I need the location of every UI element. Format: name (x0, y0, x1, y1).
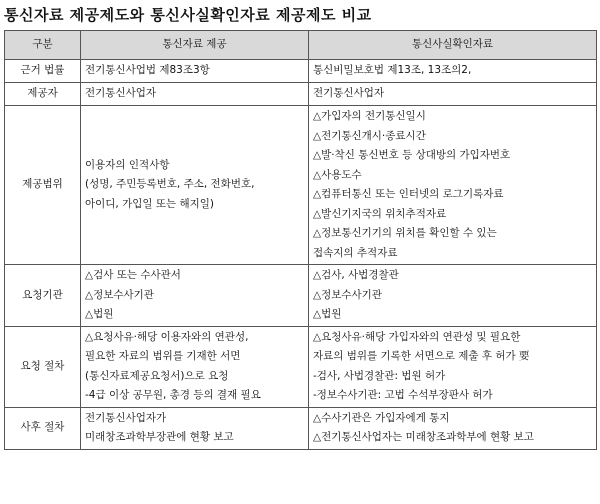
cell-line: △발·착신 통신번호 등 상대방의 가입자번호 (313, 149, 511, 161)
cell-communication-facts (309, 265, 597, 327)
cell-communication-facts (309, 83, 597, 106)
cell-line: △요청사유·해당 가입자와의 연관성 및 필요한 (313, 330, 521, 343)
cell-line: △전기통신사업자는 미래창조과학부에 현황 보고 (313, 431, 534, 443)
cell-line: △검사, 사법경찰관 (313, 269, 399, 281)
cell-line: △발신기지국의 위치추적자료 (313, 207, 447, 220)
cell-line: △사용도수 (313, 168, 362, 181)
header-category: 구분 (5, 31, 81, 60)
header-communication-facts: 통신사실확인자료 (309, 31, 597, 60)
cell-line: △컴퓨터통신 또는 인터넷의 로그기록자료 (313, 188, 504, 200)
cell-communication-facts (309, 407, 597, 449)
table-row (5, 60, 597, 83)
table-header-row (5, 31, 597, 60)
cell-line: 미래창조과학부장관에 현황 보고 (85, 431, 234, 443)
cell-line: △수사기관은 가입자에게 통지 (313, 411, 450, 424)
cell-line: △요청사유·해당 이용자와의 연관성, (85, 330, 249, 343)
cell-line: △정보수사기관 (85, 288, 154, 301)
cell-line: 전기통신사업자 (85, 87, 157, 100)
header-subscriber-data: 통신자료 제공 (81, 31, 309, 60)
cell-subscriber-data (81, 326, 309, 407)
cell-line: △정보수사기관 (313, 288, 382, 301)
cell-communication-facts (309, 60, 597, 83)
cell-subscriber-data (81, 407, 309, 449)
cell-line: (통신자료제공요청서)으로 요청 (85, 369, 229, 382)
row-label-post-procedure: 사후 절차 (5, 407, 81, 449)
cell-line: △검사 또는 수사관서 (85, 269, 181, 281)
cell-subscriber-data (81, 106, 309, 265)
cell-line: 자료의 범위를 기록한 서면으로 제출 후 허가 要 (313, 350, 530, 362)
row-label-provider: 제공자 (5, 83, 81, 106)
table-row (5, 106, 597, 265)
cell-subscriber-data (81, 265, 309, 327)
cell-line: 필요한 자료의 범위를 기재한 서면 (85, 350, 241, 362)
cell-line: 이용자의 인적사항 (85, 158, 170, 171)
cell-line: 전기통신사업자가 (85, 411, 167, 424)
cell-communication-facts (309, 326, 597, 407)
cell-subscriber-data (81, 60, 309, 83)
table-row (5, 83, 597, 106)
cell-line: △전기통신개시·종료시간 (313, 129, 426, 142)
table-row (5, 407, 597, 449)
row-label-scope: 제공범위 (5, 106, 81, 265)
cell-line: △가입자의 전기통신일시 (313, 110, 426, 122)
table-row (5, 265, 597, 327)
cell-line: △정보통신기기의 위치를 확인할 수 있는 (313, 227, 497, 239)
cell-line: 전기통신사업법 제83조3항 (85, 64, 210, 77)
cell-line: △법원 (85, 308, 114, 320)
cell-communication-facts (309, 106, 597, 265)
cell-line: 아이디, 가입일 또는 해지일) (85, 197, 215, 210)
cell-subscriber-data (81, 83, 309, 106)
row-label-request-procedure: 요청 절차 (5, 326, 81, 407)
cell-line: (성명, 주민등록번호, 주소, 전화번호, (85, 178, 255, 191)
comparison-table (4, 30, 597, 450)
cell-line: △법원 (313, 308, 342, 320)
cell-line: -4급 이상 공무원, 총경 등의 결재 필요 (85, 389, 261, 401)
page-title: 통신자료 제공제도와 통신사실확인자료 제공제도 비교 (4, 6, 372, 24)
cell-line: 접속지의 추적자료 (313, 246, 398, 259)
cell-line: -정보수사기관: 고법 수석부장판사 허가 (313, 389, 493, 401)
table-row (5, 326, 597, 407)
cell-line: 통신비밀보호법 제13조, 13조의2, (313, 64, 472, 77)
row-label-requesting-agency: 요청기관 (5, 265, 81, 327)
row-label-legal-basis: 근거 법률 (5, 60, 81, 83)
cell-line: 전기통신사업자 (313, 87, 385, 100)
cell-line: -검사, 사법경찰관: 법원 허가 (313, 369, 446, 382)
